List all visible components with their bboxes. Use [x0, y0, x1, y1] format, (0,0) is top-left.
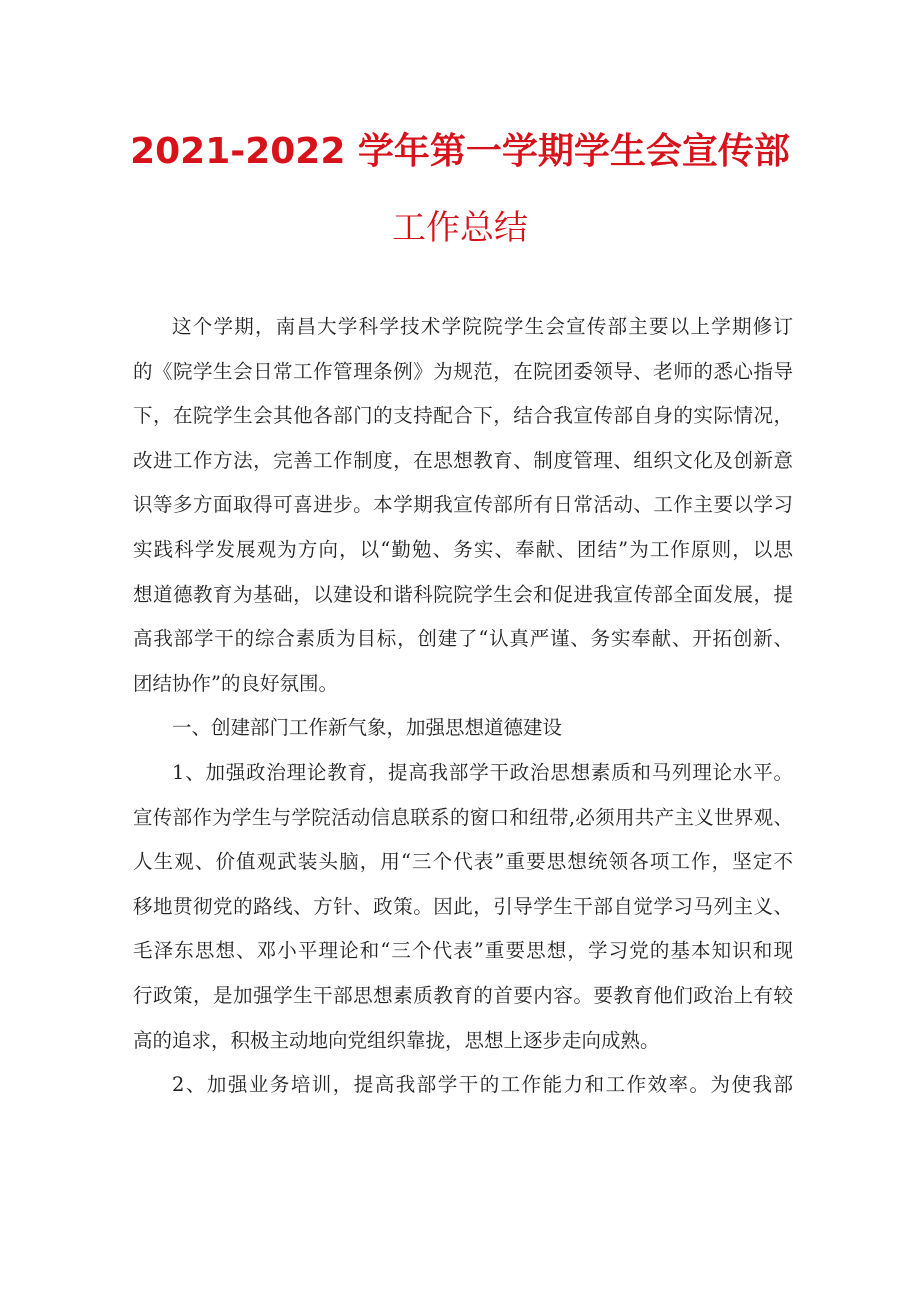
text-line: 团结协作”的良好氛围。 — [133, 671, 338, 695]
text-line: 行政策，是加强学生干部思想素质教育的首要内容。要教育他们政治上有较 — [133, 983, 793, 1007]
text-line: 移地贯彻党的路线、方针、政策。因此，引导学生干部自觉学习马列主义、 — [133, 894, 793, 918]
paragraph-intro — [133, 305, 793, 706]
text-line: 毛泽东思想、邓小平理论和“三个代表”重要思想，学习党的基本知识和现 — [133, 939, 793, 963]
document-title-line-2: 工作总结 — [392, 208, 528, 248]
text-line: 实践科学发展观为方向，以“勤勉、务实、奉献、团结”为工作原则，以思 — [133, 537, 793, 561]
text-line: 这个学期，南昌大学科学技术学院院学生会宣传部主要以上学期修订 — [172, 315, 793, 338]
text-line: 改进工作方法，完善工作制度，在思想教育、制度管理、组织文化及创新意 — [133, 448, 793, 472]
text-line: 2、加强业务培训，提高我部学干的工作能力和工作效率。为使我部 — [172, 1073, 793, 1097]
section-heading: 一、创建部门工作新气象，加强思想道德建设 — [172, 716, 563, 740]
paragraph-business-training — [133, 1063, 793, 1108]
text-line: 高我部学干的综合素质为目标，创建了“认真严谨、务实奉献、开拓创新、 — [133, 627, 793, 651]
text-line: 1、加强政治理论教育，提高我部学干政治思想素质和马列理论水平。 — [172, 760, 793, 784]
text-line: 识等多方面取得可喜进步。本学期我宣传部所有日常活动、工作主要以学习 — [133, 493, 793, 517]
text-line: 宣传部作为学生与学院活动信息联系的窗口和纽带,必须用共产主义世界观、 — [133, 805, 793, 829]
document-title-line-1: 2021-2022 学年第一学期学生会宣传部 — [130, 131, 790, 172]
text-line: 的《院学生会日常工作管理条例》为规范，在院团委领导、老师的悉心指导 — [133, 359, 793, 383]
text-line: 想道德教育为基础，以建设和谐科院院学生会和促进我宣传部全面发展，提 — [133, 582, 793, 606]
text-line: 高的追求，积极主动地向党组织靠拢，思想上逐步走向成熟。 — [133, 1028, 660, 1052]
text-line: 人生观、价值观武装头脑，用“三个代表”重要思想统领各项工作，坚定不 — [133, 850, 793, 874]
paragraph-political-education — [133, 751, 793, 1063]
document-body — [133, 305, 793, 1108]
text-line: 下，在院学生会其他各部门的支持配合下，结合我宣传部自身的实际情况， — [133, 404, 793, 428]
